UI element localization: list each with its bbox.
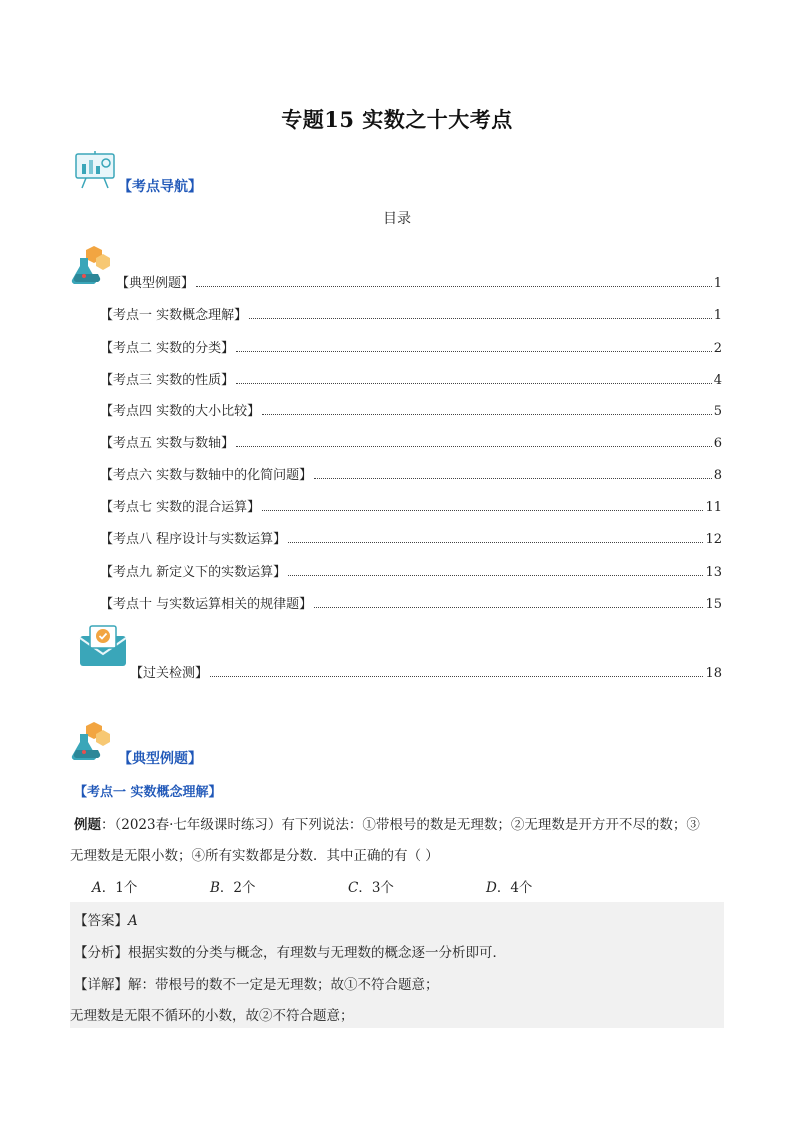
toc-page: 1 [713, 308, 722, 323]
choice-b[interactable] [210, 876, 256, 896]
toc-label: 【考点十 与实数运算相关的规律题】 [100, 597, 313, 612]
toc-row[interactable] [100, 337, 722, 355]
toc-page: 1 [713, 276, 722, 291]
toc-label: 【考点五 实数与数轴】 [100, 436, 235, 451]
toc-leader [236, 445, 712, 447]
answer-value: A [128, 913, 138, 929]
toc-page: 18 [705, 666, 722, 681]
toc-leader [249, 317, 712, 319]
toc-page: 2 [713, 341, 722, 356]
toc-row[interactable] [116, 272, 722, 290]
section-heading: 【典型例题】 [118, 751, 202, 767]
nav-label: 【考点导航】 [118, 179, 202, 195]
toc-row[interactable] [100, 369, 722, 387]
toc-leader [288, 541, 703, 543]
choice-letter: A [92, 880, 102, 896]
choice-a[interactable] [92, 876, 137, 896]
presentation-board-icon [74, 150, 118, 194]
flask-icon [70, 720, 112, 766]
toc-page: 13 [705, 565, 722, 580]
toc-label: 【考点七 实数的混合运算】 [100, 500, 261, 515]
analysis-line: 【分析】根据实数的分类与概念，有理数与无理数的概念逐一分析即可． [74, 945, 506, 961]
choice-text: ．4个 [496, 880, 533, 896]
choice-text: ．1个 [101, 880, 138, 896]
answer-line [74, 909, 138, 929]
choice-text: ．2个 [219, 880, 256, 896]
toc-page: 6 [713, 436, 722, 451]
example-prefix: 例题 [74, 817, 101, 833]
toc-title: 目录 [383, 211, 411, 227]
toc-label: 【考点九 新定义下的实数运算】 [100, 565, 287, 580]
toc-label: 【考点二 实数的分类】 [100, 341, 235, 356]
toc-leader [314, 606, 703, 608]
toc-row[interactable] [100, 400, 722, 418]
choice-letter: B [210, 880, 220, 896]
choice-c[interactable] [348, 876, 394, 896]
choice-letter: D [486, 880, 497, 896]
toc-page: 8 [713, 468, 722, 483]
toc-leader [236, 350, 712, 352]
choice-letter: C [348, 880, 359, 896]
toc-leader [314, 477, 712, 479]
toc-row[interactable] [100, 496, 722, 514]
topic-heading: 【考点一 实数概念理解】 [74, 785, 222, 800]
toc-page: 11 [705, 500, 722, 515]
toc-label: 【考点六 实数与数轴中的化简问题】 [100, 468, 313, 483]
toc-leader [262, 413, 712, 415]
toc-row[interactable] [130, 662, 722, 680]
example-text: ：（2023春·七年级课时练习）有下列说法：①带根号的数是无理数；②无理数是开方开不尽的数；③ [101, 817, 700, 833]
toc-label: 【考点三 实数的性质】 [100, 373, 235, 388]
answer-label: 【答案】 [74, 913, 128, 929]
toc-page: 12 [705, 532, 722, 547]
detail-line: 【详解】解：带根号的数不一定是无理数；故①不符合题意； [74, 977, 439, 993]
check-envelope-icon [78, 624, 128, 672]
example-line-1 [74, 813, 700, 833]
toc-row[interactable] [100, 304, 722, 322]
toc-label: 【过关检测】 [130, 666, 209, 681]
toc-page: 15 [705, 597, 722, 612]
toc-row[interactable] [100, 528, 722, 546]
toc-label: 【考点一 实数概念理解】 [100, 308, 248, 323]
choice-text: ．3个 [358, 880, 394, 896]
flask-icon [70, 244, 112, 290]
example-line-2: 无理数是无限小数；④所有实数都是分数．其中正确的有（ ） [70, 848, 439, 864]
toc-page: 5 [713, 404, 722, 419]
detail-line: 无理数是无限不循环的小数，故②不符合题意； [70, 1008, 354, 1024]
toc-row[interactable] [100, 432, 722, 450]
toc-row[interactable] [100, 464, 722, 482]
page-title: 专题15 实数之十大考点 [281, 107, 513, 132]
toc-leader [196, 285, 712, 287]
toc-row[interactable] [100, 561, 722, 579]
toc-label: 【考点四 实数的大小比较】 [100, 404, 261, 419]
toc-label: 【考点八 程序设计与实数运算】 [100, 532, 287, 547]
toc-row[interactable] [100, 593, 722, 611]
toc-leader [210, 675, 703, 677]
toc-leader [236, 382, 712, 384]
toc-label: 【典型例题】 [116, 276, 195, 291]
toc-page: 4 [713, 373, 722, 388]
toc-leader [262, 509, 703, 511]
choice-d[interactable] [486, 876, 532, 896]
toc-leader [288, 574, 703, 576]
